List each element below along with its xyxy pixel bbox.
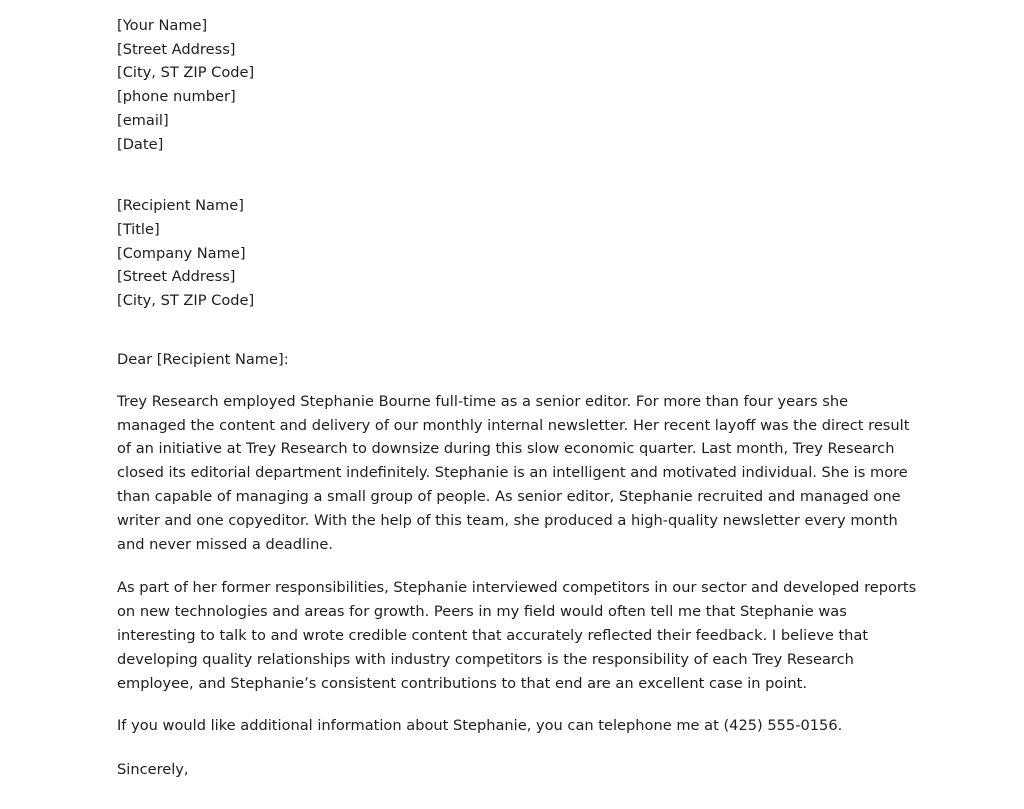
recipient-address-block bbox=[117, 194, 917, 313]
closing: Sincerely, bbox=[117, 761, 189, 779]
sender-name: [Your Name] bbox=[117, 17, 208, 34]
sender-city: [City, ST ZIP Code] bbox=[117, 64, 255, 82]
recipient-title: [Title] bbox=[117, 220, 160, 238]
body-paragraph-3: If you would like additional information about Stephanie, you can telephone me at (425) 555-0156. bbox=[117, 717, 843, 735]
body-paragraph-1: Trey Research employed Stephanie Bourne full-time as a senior editor. For more than four years she managed the content and delivery of our monthly internal newsletter. Her recent layoff was the direct result of an initiative at Trey Research to downsize during this slow economic quarter. Last month, Trey Research closed its editorial department indefinitely. Stephanie is an intelligent and motivated individual. She is more than capable of managing a small group of people. As senior editor, Stephanie recruited and managed one writer and one copyeditor. With the help of this team, she produced a high-quality newsletter every month and never missed a deadline. bbox=[117, 392, 910, 553]
sender-email: [email] bbox=[117, 111, 169, 129]
sender-address-block bbox=[117, 14, 917, 156]
salutation: Dear [Recipient Name]: bbox=[117, 350, 289, 368]
recipient-city: [City, ST ZIP Code] bbox=[117, 292, 255, 310]
letter bbox=[117, 14, 917, 782]
sender-phone: [phone number] bbox=[117, 88, 236, 106]
recipient-street: [Street Address] bbox=[117, 268, 236, 286]
letter-date: [Date] bbox=[117, 135, 164, 153]
recipient-name: [Recipient Name] bbox=[117, 197, 244, 215]
recipient-company: [Company Name] bbox=[117, 244, 246, 262]
sender-street: [Street Address] bbox=[117, 40, 236, 58]
body-paragraph-2: As part of her former responsibilities, Stephanie interviewed competitors in our sector and developed reports on new technologies and areas for growth. Peers in my field would often tell me that Stephanie was interesting to talk to and wrote credible content that accurately reflected their feedback. I believe that developing quality relationships with industry competitors is the responsibility of each Trey Research employee, and Stephanie’s consistent contributions to that end are an excellent case in point. bbox=[117, 579, 917, 692]
